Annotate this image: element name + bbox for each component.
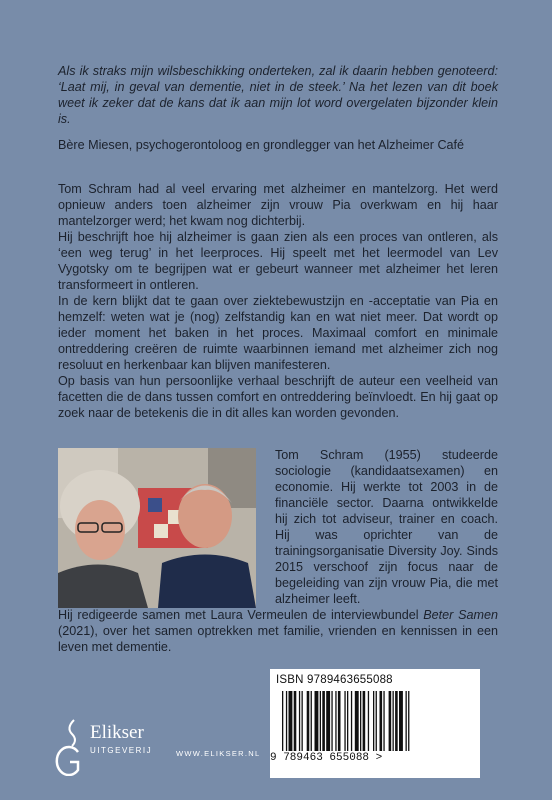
- blurb-paragraph: Hij beschrijft hoe hij alzheimer is gaan zien als een proces van ontleren, als ‘een weg terug’ in het leerproces. Hij speelt met het leermodel van Lev Vygotsky om te begrijpen wat er gebeurt wanneer met alzheimer het leren transformeert in ontleren.: [58, 230, 498, 292]
- blurb-paragraph: Tom Schram had al veel ervaring met alzheimer en mantelzorg. Het werd opnieuw anders toen alzheimer zijn vrouw Pia overkwam en hij haar mantelzorger werd; het kwam nog dichterbij.: [58, 182, 498, 228]
- barcode-bar: [368, 691, 369, 751]
- barcode-bar: [376, 691, 377, 751]
- publisher-emblem-icon: [52, 718, 88, 776]
- bio-text: (2021), over het samen optrekken met familie, vrienden en kennissen in een leven met dementie.: [58, 624, 498, 654]
- author-photo: [58, 448, 256, 608]
- barcode-bar: [326, 691, 330, 751]
- author-bio: Tom Schram (1955) studeerde sociologie (kandidaatsexamen) en economie. Hij werkte tot 2003 in de financiële sector. Daarna ontwikkelde hij zich tot adviseur, trainer en coach. Hij was oprichter van de trainingsorganisatie Diversity Joy. Sinds 2015 verschoof zijn focus naar de begeleiding van zijn vrouw Pia, die met alzheimer leeft.: [275, 448, 498, 606]
- barcode-bar: [302, 691, 303, 751]
- barcode-bar: [395, 691, 398, 751]
- barcode-bar: [351, 691, 352, 751]
- barcode-bar: [380, 691, 383, 751]
- barcode-bar: [307, 691, 310, 751]
- barcode-bar: [315, 691, 319, 751]
- barcode-bar: [383, 691, 384, 751]
- barcode-bar: [355, 691, 359, 751]
- bio-text: Hij redigeerde samen met Laura Vermeulen de interviewbundel: [58, 608, 424, 622]
- barcode-bar: [335, 691, 336, 751]
- blurb: [58, 181, 498, 421]
- publisher-subtitle: UITGEVERIJ: [90, 746, 153, 755]
- barcode-bar: [406, 691, 407, 751]
- barcode-bar: [373, 691, 374, 751]
- publisher-website: WWW.ELIKSER.NL: [176, 749, 261, 758]
- barcode-bar: [338, 691, 341, 751]
- isbn-label: ISBN 9789463655088: [276, 674, 393, 686]
- barcode-image: [274, 691, 474, 753]
- barcode-bar: [331, 691, 332, 751]
- barcode-bar: [363, 691, 366, 751]
- publisher-logo: [52, 718, 172, 778]
- isbn-barcode-block: [270, 669, 480, 778]
- book-title: Beter Samen: [423, 608, 498, 622]
- barcode-bar: [282, 691, 283, 751]
- barcode-bar: [286, 691, 287, 751]
- back-cover-quote: Als ik straks mijn wilsbeschikking onderteken, zal ik daarin hebben genoteerd: ‘Laat mij, in geval van dementie, niet in de steek.’ Na het lezen van dit boek weet ik zeker dat de kans dat ik aan mijn lot word overgelaten bijzonder klein is.: [58, 64, 498, 126]
- barcode-bar: [408, 691, 409, 751]
- barcode-bar: [294, 691, 297, 751]
- author-bio-continued: [58, 607, 498, 655]
- publisher-name: Elikser: [90, 722, 144, 743]
- blurb-paragraph: In de kern blijkt dat te gaan over ziektebewustzijn en -acceptatie van Pia en hemzelf: weten wat je (nog) zelfstandig kan en wat niet meer. Dat wordt op ieder moment het baken in het proces. Maximaal comfort en minimale ontreddering creëren de ruimte waarbinnen iemand met alzheimer zich nog resoluut en herkenbaar kan blijven manifesteren.: [58, 294, 498, 372]
- barcode-bar: [347, 691, 348, 751]
- barcode-bar: [311, 691, 312, 751]
- barcode-bar: [344, 691, 345, 751]
- barcode-bar: [399, 691, 403, 751]
- barcode-digits: 9 789463 655088 >: [270, 752, 383, 764]
- quote-attribution: Bère Miesen, psychogerontoloog en grondlegger van het Alzheimer Café: [58, 138, 465, 152]
- barcode-bar: [289, 691, 293, 751]
- barcode-bar: [393, 691, 394, 751]
- barcode-bar: [322, 691, 325, 751]
- barcode-bar: [389, 691, 392, 751]
- blurb-paragraph: Op basis van hun persoonlijke verhaal beschrijft de auteur een veelheid van facetten die de dans tussen comfort en ontreddering beïnvloedt. En hij gaat op zoek naar de betekenis die in dit alles kan worden gevonden.: [58, 374, 498, 420]
- barcode-bar: [320, 691, 321, 751]
- barcode-bar: [299, 691, 300, 751]
- barcode-bar: [360, 691, 361, 751]
